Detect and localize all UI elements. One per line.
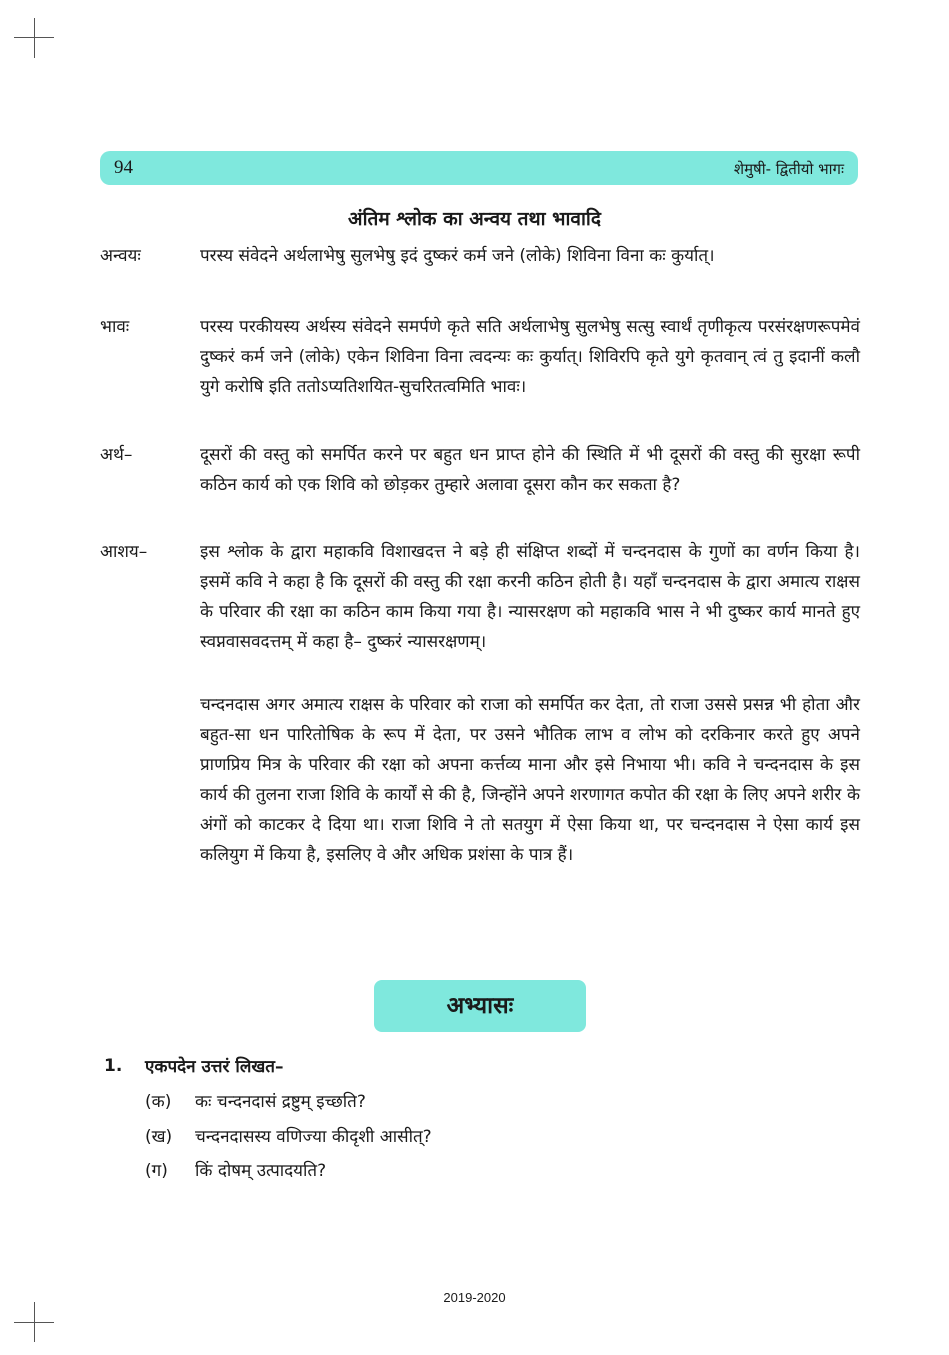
sub-question-key: (ग) [145, 1161, 168, 1181]
entry-text: परस्य परकीयस्य अर्थस्य संवेदने समर्पणे कृते सति अर्थलाभेषु सुलभेषु सत्सु स्वार्थं तृणीकृत्य परसंरक्षणरूपमेवं दुष्करं कर्म जने (लोके) एकेन शिविना विना त्वदन्यः कः कुर्यात्। शिविरपि कृते युगे कृतवान् त्वं तु इदानीं कलौ युगे करोषि इति ततोऽप्यतिशयित-सुचरितत्वमिति भावः। [200, 317, 860, 397]
sub-question [145, 1158, 326, 1181]
page-header [100, 151, 858, 185]
question-number: 1. [104, 1056, 123, 1076]
entry-text: परस्य संवेदने अर्थलाभेषु सुलभेषु इदं दुष्करं कर्म जने (लोके) शिविना विना कः कुर्यात्। [200, 246, 715, 266]
footer-year: 2019-2020 [443, 1290, 506, 1305]
entry-ashaya [100, 537, 860, 657]
crop-mark [34, 18, 35, 58]
entry-artha [100, 440, 860, 500]
ashaya-continuation: चन्दनदास अगर अमात्य राक्षस के परिवार को राजा को समर्पित कर देता, तो राजा उससे प्रसन्न भी होता और बहुत-सा धन पारितोषिक के रूप में देता, पर उसने भौतिक लाभ व लोभ को दरकिनार करते हुए अपने प्राणप्रिय मित्र के परिवार की रक्षा को अपना कर्त्तव्य माना और इसे निभाया भी। कवि ने चन्दनदास के इस कार्य की तुलना राजा शिवि के कार्यों से की है, जिन्होंने अपने शरणागत कपोत की रक्षा के लिए अपने शरीर के अंगों को काटकर दे दिया था। राजा शिवि ने तो सतयुग में ऐसा किया था, पर चन्दनदास ने ऐसा कार्य इस कलियुग में किया है, इसलिए वे और अधिक प्रशंसा के पात्र हैं। [200, 695, 860, 865]
entry-bhava [100, 312, 860, 402]
sub-question-key: (ख) [145, 1127, 173, 1147]
sub-question [145, 1089, 366, 1112]
book-title: शेमुषी- द्वितीयो भागः [733, 160, 844, 178]
sub-question [145, 1124, 432, 1147]
question-title: एकपदेन उत्तरं लिखत– [145, 1057, 284, 1077]
page-number: 94 [114, 157, 133, 178]
entry-label: अर्थ– [100, 445, 133, 465]
section-title: अंतिम श्लोक का अन्वय तथा भावादि [348, 208, 601, 230]
entry-label: अन्वयः [100, 246, 141, 266]
sub-question-text: कः चन्दनदासं द्रष्टुम् इच्छति? [195, 1092, 366, 1112]
sub-question-text: चन्दनदासस्य वणिज्या कीदृशी आसीत्? [195, 1127, 432, 1147]
entry-anvaya [100, 241, 860, 271]
entry-label: आशय– [100, 542, 148, 562]
sub-question-key: (क) [145, 1092, 172, 1112]
entry-label: भावः [100, 317, 130, 337]
entry-text: दूसरों की वस्तु को समर्पित करने पर बहुत धन प्राप्त होने की स्थिति में भी दूसरों की वस्तु की सुरक्षा रूपी कठिन कार्य को एक शिवि को छोड़कर तुम्हारे अलावा दूसरा कौन कर सकता है? [200, 445, 860, 495]
entry-text: इस श्लोक के द्वारा महाकवि विशाखदत्त ने बड़े ही संक्षिप्त शब्दों में चन्दनदास के गुणों का वर्णन किया है। इसमें कवि ने कहा है कि दूसरों की वस्तु की रक्षा करनी कठिन होती है। यहाँ चन्दनदास के द्वारा अमात्य राक्षस के परिवार की रक्षा का कठिन काम किया गया है। न्यासरक्षण को महाकवि भास ने भी दुष्कर कार्य मानते हुए स्वप्नवासवदत्तम् में कहा है– दुष्करं न्यासरक्षणम्। [200, 542, 860, 652]
sub-question-text: किं दोषम् उत्पादयति? [195, 1161, 327, 1181]
exercise-heading: अभ्यासः [374, 980, 586, 1032]
crop-mark [34, 1302, 35, 1342]
